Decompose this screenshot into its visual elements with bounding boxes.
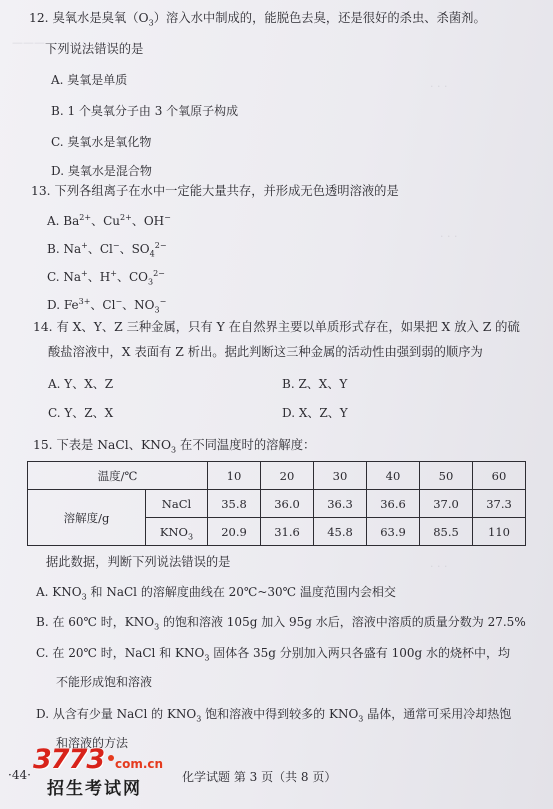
q14-stem-line1: 14. 有 X、Y、Z 三种金属，只有 Y 在自然界主要以单质形式存在，如果把 X 放入 Z 的硫 (33, 320, 520, 334)
logo-domain: com.cn (115, 757, 164, 771)
q13-option-c: C. Na+、H+、$CO_3^{2-}$ (47, 269, 165, 287)
table-cell: 31.6 (261, 518, 314, 546)
table-header-temperature: 温度/℃ (28, 462, 208, 490)
q12-option-d: D. 臭氧水是混合物 (51, 164, 152, 178)
table-cell: 63.9 (367, 518, 420, 546)
q13-stem: 13. 下列各组离子在水中一定能大量共存，并形成无色透明溶液的是 (31, 184, 399, 198)
table-cell: 30 (314, 462, 367, 490)
table-cell: 45.8 (314, 518, 367, 546)
table-cell: 37.0 (420, 490, 473, 518)
bleed-through-text: · · · (430, 80, 448, 93)
q14-stem-line2: 酸盐溶液中，X 表面有 Z 析出。据此判断这三种金属的活动性由强到弱的顺序为 (48, 345, 483, 359)
q15-option-c-line2: 不能形成饱和溶液 (56, 675, 153, 689)
table-cell: 36.0 (261, 490, 314, 518)
page-number-side: ·44· (8, 768, 31, 782)
q15-prompt: 据此数据，判断下列说法错误的是 (46, 555, 231, 569)
q15-option-c-line1: C. 在 20℃ 时，NaCl 和 $KNO_3$ 固体各 35g 分别加入两只各盛有 100g 水的烧杯中，均 (36, 646, 511, 663)
table-cell: 40 (367, 462, 420, 490)
bleed-through-text: · · · (440, 230, 458, 243)
table-cell: 110 (473, 518, 526, 546)
q13-option-a: A. $Ba^{2+}$、$Cu^{2+}$、OH− (47, 213, 171, 228)
q15-option-d-line1: D. 从含有少量 NaCl 的 $KNO_3$ 饱和溶液中得到较多的 $KNO_3$ 晶体，通常可采用冷却热饱 (36, 707, 512, 724)
table-row (28, 462, 526, 490)
solubility-table (27, 461, 526, 546)
q14-option-a: A. Y、X、Z (48, 377, 114, 391)
site-watermark-logo (33, 744, 183, 804)
q13-option-d: D. $Fe^{3+}$、Cl−、$NO_3^-$ (47, 297, 167, 315)
bleed-through-text: · · · (430, 560, 448, 573)
q12-prompt: 下列说法错误的是 (45, 42, 144, 56)
logo-dot (108, 755, 114, 761)
table-cell: 10 (208, 462, 261, 490)
table-cell: 35.8 (208, 490, 261, 518)
q13-option-b: B. Na+、Cl−、$SO_4^{2-}$ (47, 241, 167, 259)
table-cell: 20.9 (208, 518, 261, 546)
q12-stem: 12. 臭氧水是臭氧$(O_3)$溶入水中制成的，能脱色去臭，还是很好的杀虫、杀菌剂。 (29, 11, 486, 28)
table-cell: 36.3 (314, 490, 367, 518)
q14-option-b: B. Z、X、Y (282, 377, 348, 391)
q12-option-a: A. 臭氧是单质 (51, 73, 128, 87)
q15-stem: 15. 下表是 NaCl、$KNO_3$ 在不同温度时的溶解度： (33, 438, 316, 455)
table-cell: 50 (420, 462, 473, 490)
page-footer: 化学试题 第 3 页（共 8 页） (182, 770, 337, 784)
table-header-solubility: 溶解度/g (28, 490, 146, 546)
logo-number: 3773 (33, 744, 105, 775)
q14-option-d: D. X、Z、Y (282, 406, 348, 420)
q15-option-a: A. $KNO_3$ 和 NaCl 的溶解度曲线在 20℃~30℃ 温度范围内会相交 (36, 585, 396, 602)
q12-option-c: C. 臭氧水是氧化物 (51, 135, 152, 149)
table-cell: 37.3 (473, 490, 526, 518)
table-cell: 60 (473, 462, 526, 490)
q15-option-d-line2: 和溶液的方法 (56, 736, 129, 750)
table-cell: 36.6 (367, 490, 420, 518)
q14-option-c: C. Y、Z、X (48, 406, 114, 420)
table-row-label-kno3: $KNO_3$ (146, 518, 208, 546)
logo-slogan: 招生考试网 (47, 779, 142, 799)
table-row-label-nacl: NaCl (146, 490, 208, 518)
table-cell: 85.5 (420, 518, 473, 546)
table-cell: 20 (261, 462, 314, 490)
q15-option-b: B. 在 60℃ 时，$KNO_3$ 的饱和溶液 105g 加入 95g 水后，溶液中溶质的质量分数为 27.5% (36, 615, 526, 632)
table-row (28, 490, 526, 518)
bleed-through-text: ——— (12, 36, 45, 49)
q12-option-b: B. 1 个臭氧分子由 3 个氧原子构成 (51, 104, 239, 118)
